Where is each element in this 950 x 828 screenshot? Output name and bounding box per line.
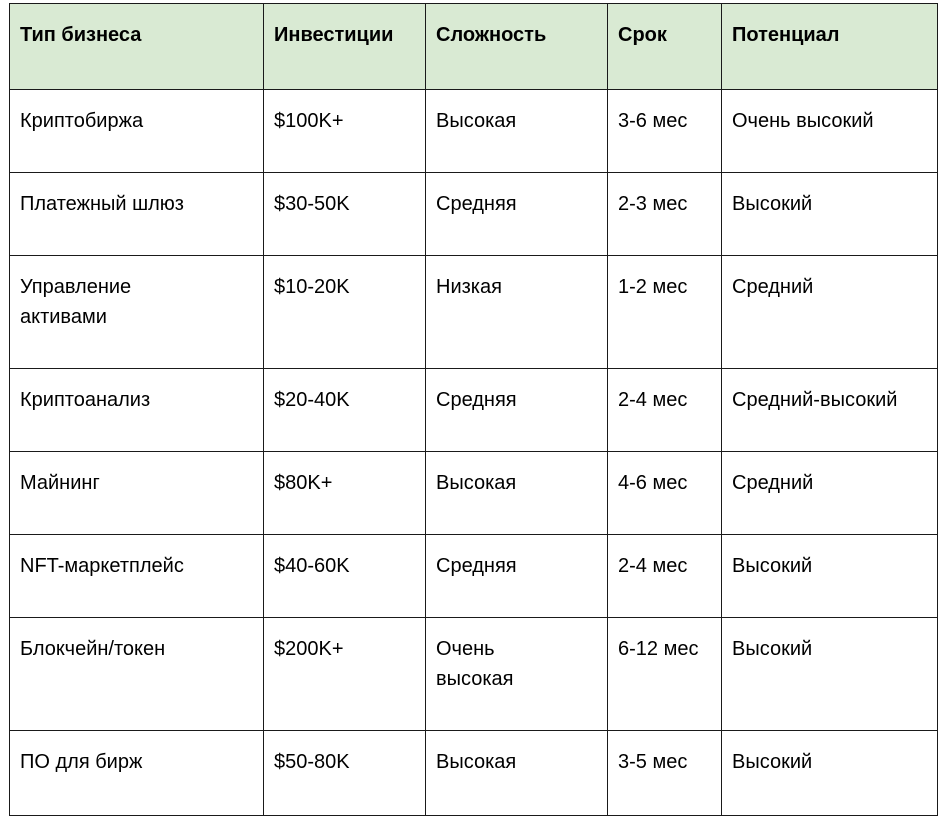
cell-investment: $40-60K [264,535,426,618]
table-row [10,256,938,369]
cell-potential: Высокий [722,173,938,256]
cell-business-type: Криптоанализ [10,369,264,452]
cell-potential: Средний [722,256,938,369]
header-term: Срок [608,4,722,90]
table-row [10,90,938,173]
cell-investment: $30-50K [264,173,426,256]
cell-business-type: Криптобиржа [10,90,264,173]
header-complexity: Сложность [426,4,608,90]
header-potential: Потенциал [722,4,938,90]
cell-potential: Средний-высокий [722,369,938,452]
table-row [10,452,938,535]
cell-business-type: NFT-маркетплейс [10,535,264,618]
cell-investment: $80K+ [264,452,426,535]
cell-term: 6-12 мес [608,618,722,731]
cell-term: 2-4 мес [608,369,722,452]
cell-term: 2-3 мес [608,173,722,256]
cell-potential: Средний [722,452,938,535]
cell-term: 1-2 мес [608,256,722,369]
cell-potential: Высокий [722,535,938,618]
cell-investment: $20-40K [264,369,426,452]
cell-business-type: Платежный шлюз [10,173,264,256]
cell-business-type: Майнинг [10,452,264,535]
table-header-row [10,4,938,90]
business-comparison-table [9,3,938,816]
cell-potential: Очень высокий [722,90,938,173]
table-row [10,369,938,452]
cell-term: 3-6 мес [608,90,722,173]
header-business-type: Тип бизнеса [10,4,264,90]
cell-business-type: Управление активами [10,256,264,369]
cell-investment: $100K+ [264,90,426,173]
cell-potential: Высокий [722,618,938,731]
cell-complexity: Высокая [426,90,608,173]
cell-complexity: Средняя [426,535,608,618]
cell-term: 3-5 мес [608,731,722,816]
cell-term: 4-6 мес [608,452,722,535]
header-investment: Инвестиции [264,4,426,90]
table-row [10,535,938,618]
cell-investment: $200K+ [264,618,426,731]
cell-business-type: ПО для бирж [10,731,264,816]
cell-complexity: Средняя [426,173,608,256]
table-row [10,173,938,256]
cell-complexity: Очень высокая [426,618,608,731]
cell-complexity: Высокая [426,731,608,816]
cell-complexity: Низкая [426,256,608,369]
cell-investment: $10-20K [264,256,426,369]
cell-potential: Высокий [722,731,938,816]
cell-complexity: Средняя [426,369,608,452]
table-row [10,731,938,816]
cell-business-type: Блокчейн/токен [10,618,264,731]
cell-term: 2-4 мес [608,535,722,618]
cell-complexity: Высокая [426,452,608,535]
cell-investment: $50-80K [264,731,426,816]
table-row [10,618,938,731]
